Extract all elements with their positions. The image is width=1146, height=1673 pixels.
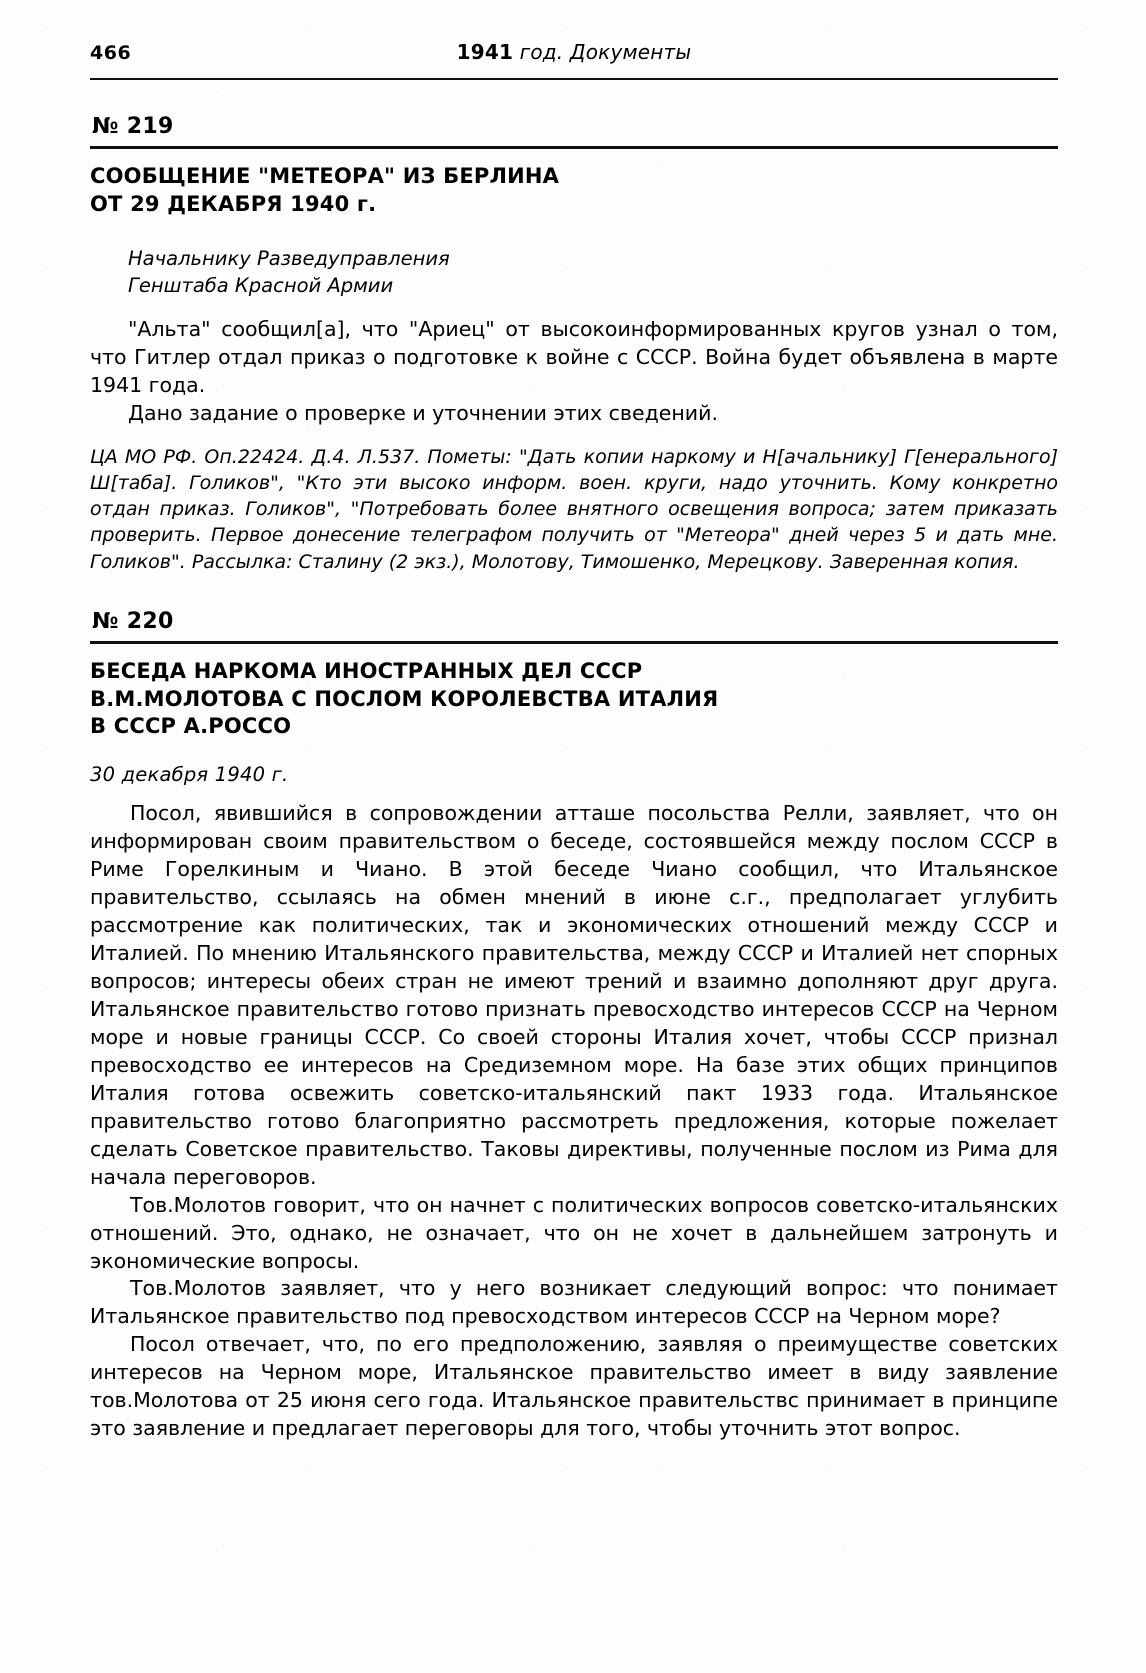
document-title-219 bbox=[90, 163, 1058, 218]
paragraph: "Альта" сообщил[а], что "Ариец" от высокоинформированных кругов узнал о том, что Гитлер отдал приказ о подготовке к войне с СССР. Война будет объявлена в марте 1941 года. bbox=[90, 317, 1058, 397]
paragraph: Тов.Молотов заявляет, что у него возникает следующий вопрос: что понимает Итальянское правительство под превосходством интересов СССР на Черном море? bbox=[90, 1276, 1058, 1329]
archive-reference-text: ЦА МО РФ. Оп.22424. Д.4. Л.537. Пометы: "Дать копии наркому и Н[ачальнику] Г[енерального] Ш[таба]. Голиков", "Кто эти высоко информ. воен. круги, надо уточнить. Кому конкретно отдан приказ. Голиков", "Потребовать более внятного освещения вопроса; затем приказать проверить. Первое донесение телеграфом получить от "Метеора" дней через 5 и дать мне. Голиков". Рассылка: Сталину (2 экз.), Молотову, Тимошенко, Мерецкову. Заверенная копия. bbox=[90, 445, 1058, 573]
archive-reference-219 bbox=[90, 444, 1058, 575]
document-body-220 bbox=[90, 800, 1058, 1443]
addressee-line: Начальнику Разведуправления bbox=[128, 247, 450, 271]
running-title-rest: год. Документы bbox=[513, 40, 692, 64]
running-head bbox=[90, 40, 1058, 74]
paragraph: Посол, явившийся в сопровождении атташе посольства Релли, заявляет, что он информирован своим правительством о беседе, состоявшейся между послом СССР в Риме Горелкиным и Чиано. В этой беседе Чиано сообщил, что Итальянское правительство, ссылаясь на обмен мнений в июне с.г., предполагает углубить рассмотрение как политических, так и экономических отношений между СССР и Италией. По мнению Итальянского правительства, между СССР и Италией нет спорных вопросов; интересы обеих стран не имеют трений и взаимно дополняют друг друга. Итальянское правительство готово признать превосходство интересов СССР на Черном море и новые границы СССР. Со своей стороны Италия хочет, чтобы СССР признал превосходство ее интересов на Средиземном море. На базе этих общих принципов Италия готова освежить советско-итальянский пакт 1933 года. Итальянское правительство готово благоприятно рассмотреть предложения, которые пожелает сделать Советское правительство. Таковы директивы, полученные послом из Рима для начала переговоров. bbox=[90, 801, 1058, 1189]
document-title-line: СООБЩЕНИЕ "МЕТЕОРА" ИЗ БЕРЛИНА bbox=[90, 164, 560, 188]
document-number-220: № 220 bbox=[92, 608, 174, 634]
page-number: 466 bbox=[90, 42, 132, 64]
paragraph: Дано задание о проверке и уточнении этих сведений. bbox=[128, 400, 718, 425]
document-number-rule-220 bbox=[90, 641, 1058, 644]
header-divider bbox=[90, 78, 1058, 80]
running-title-year: 1941 bbox=[456, 40, 514, 64]
paragraph: Тов.Молотов говорит, что он начнет с политических вопросов советско-итальянских отношений. Это, однако, не означает, что он не хочет в дальнейшем затронуть и экономические вопросы. bbox=[90, 1192, 1058, 1273]
document-title-220 bbox=[90, 658, 1058, 741]
page-content bbox=[90, 40, 1058, 1443]
addressee-line: Генштаба Красной Армии bbox=[128, 274, 394, 298]
paragraph: Посол отвечает, что, по его предположению, заявляя о преимуществе советских интересов на Черном море, Итальянское правительство имеет в виду заявление тов.Молотова от 25 июня сего года. Итальянское правительствс принимает в принципе это заявление и предлагает переговоры для того, чтобы уточнить этот вопрос. bbox=[90, 1332, 1058, 1441]
document-dateline-220: 30 декабря 1940 г. bbox=[90, 763, 289, 786]
document-number-219: № 219 bbox=[92, 114, 174, 139]
document-title-line: В.М.МОЛОТОВА С ПОСЛОМ КОРОЛЕВСТВА ИТАЛИЯ bbox=[90, 686, 719, 711]
addressee-block-219 bbox=[128, 246, 1058, 300]
document-number-rule-219 bbox=[90, 146, 1058, 149]
document-219 bbox=[90, 114, 1058, 575]
document-title-line: БЕСЕДА НАРКОМА ИНОСТРАННЫХ ДЕЛ СССР bbox=[90, 658, 643, 683]
running-title bbox=[210, 40, 1058, 64]
document-220 bbox=[90, 609, 1058, 1443]
document-body-219 bbox=[90, 316, 1058, 428]
document-title-line: В СССР А.РОССО bbox=[90, 714, 292, 739]
document-title-line: ОТ 29 ДЕКАБРЯ 1940 г. bbox=[90, 191, 377, 216]
